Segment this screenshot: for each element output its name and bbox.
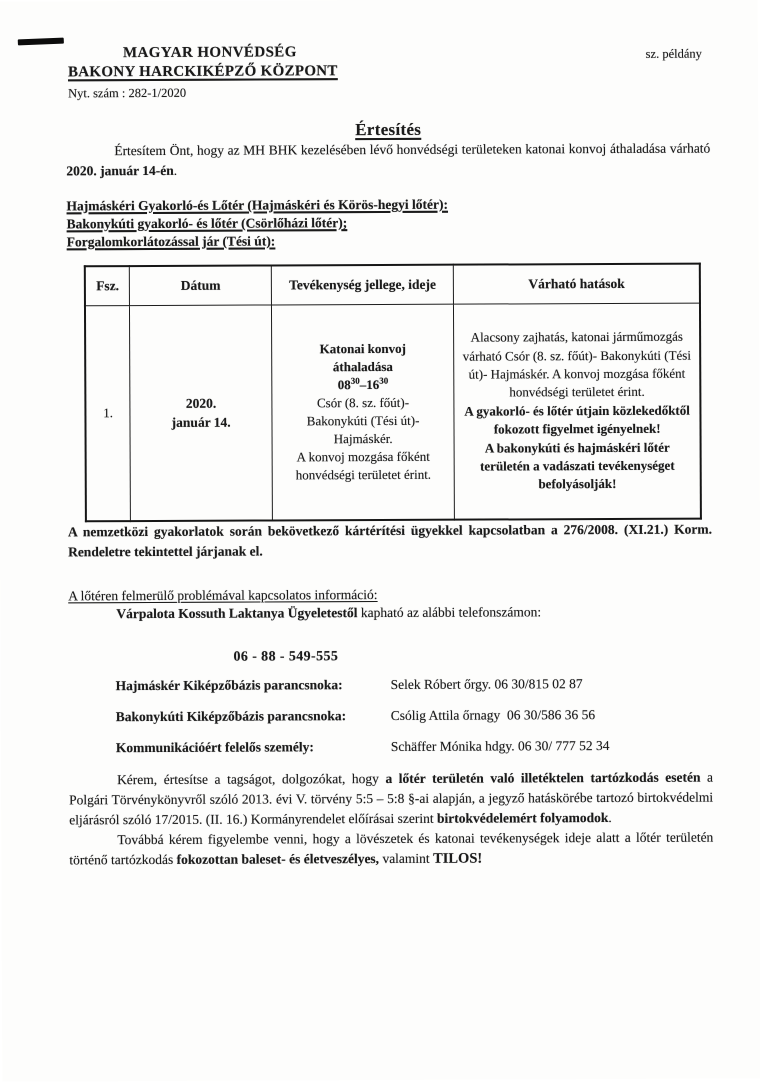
intro-paragraph (66, 139, 710, 182)
activity-route1: Csór (8. sz. főút)- (316, 394, 410, 411)
contact-value: Schäffer Mónika hdgy. 06 30/ 777 52 34 (390, 738, 610, 754)
contact-intro-bold: Várpalota Kossuth Laktanya Ügyeletestől (116, 605, 358, 622)
activity-title-line2: áthaladása (332, 358, 393, 375)
closing1-c: a Polgári Törvénykönyvről szóló 2013. évi V. törvény 5:5 – 5:8 §-ai alapján, a jegyző hatáskörébe tartozó birtokvédelmi eljárásról szóló 17/2015. (II. 16.) Kormányrendelet előírásai szerint (69, 769, 714, 828)
contact-intro-paragraph (68, 602, 712, 625)
intro-period: . (173, 162, 178, 178)
org-name-line1: MAGYAR HONVÉDSÉG (122, 44, 297, 62)
document-body (66, 119, 713, 871)
time-to-sup: 30 (379, 375, 389, 386)
date-line2: január 14. (171, 414, 231, 430)
activity-note2: honvédségi területet érint. (295, 466, 432, 483)
contact-row-bakonykuti (69, 706, 713, 727)
contact-intro-rest: kapható az alábbi telefonszámon: (357, 604, 542, 621)
scan-corner-mark (18, 38, 64, 46)
range-heading-bakonykuti: Bakonykúti gyakorló- és lőtér (Csörlőházi lőtér); (66, 215, 348, 232)
convoy-schedule-table (84, 263, 702, 523)
cell-fsz: 1. (85, 306, 131, 522)
effects-warning2: A bakonykúti és hajmáskéri lőtér területén a vadászati tevékenységet befolyásolják! (480, 439, 675, 492)
activity-time (277, 376, 449, 395)
activity-route2: Bakonykúti (Tési út)- (306, 412, 420, 429)
org-name-line2: BAKONY HARCKIKÉPZŐ KÖZPONT (67, 63, 338, 81)
cell-activity (271, 304, 454, 520)
closing2-tilos: TILOS! (433, 850, 483, 867)
duty-phone-number: 06 - 88 - 549-555 (233, 649, 339, 665)
closing2-c: valamint (379, 850, 434, 867)
header-datum: Dátum (130, 265, 272, 305)
contact-label: Bakonykúti Kiképzőbázis parancsnoka: (115, 708, 347, 725)
activity-route3: Hajmáskér. (333, 430, 393, 447)
cell-effects (454, 303, 701, 520)
closing2-danger-bold: fokozottan baleset- és életveszélyes, (176, 851, 380, 867)
table-header-row (85, 264, 700, 306)
copy-number-label: sz. példány (645, 46, 702, 61)
closing1-a: Kérem, értesítse a tagságot, dolgozókat, hogy (117, 770, 386, 788)
info-heading: A lőtéren felmerülő problémával kapcsolatos információ: (68, 587, 378, 604)
contact-label: Hajmáskér Kiképzőbázis parancsnoka: (115, 677, 343, 694)
range-heading-hajmasker: Hajmáskéri Gyakorló-és Lőtér (Hajmáskéri és Körös-hegyi lőtér): (66, 196, 448, 214)
range-headings (67, 195, 711, 252)
cell-date (130, 305, 272, 521)
letterhead (68, 44, 352, 101)
date-line1: 2020. (185, 395, 217, 411)
closing2-a: Továbbá kérem figyelembe venni, hogy a lövészetek és katonai tevékenységek ideje alatt a lőtér területén történő tartózkodás (69, 829, 714, 868)
table-row (85, 303, 701, 521)
intro-date-bold: 2020. január 14-én (66, 162, 174, 179)
contact-list (69, 675, 713, 758)
range-heading-traffic: Forgalomkorlátozással jár (Tési út): (66, 233, 276, 250)
contact-label: Kommunikációért felelős személy: (115, 739, 314, 756)
time-to: 16 (366, 377, 380, 393)
document-title: Értesítés (355, 119, 422, 140)
intro-text: Értesítem Önt, hogy az MH BHK kezelésében lévő honvédségi területeken katonai konvoj áthaladása várható (114, 140, 711, 159)
header-activity: Tevékenység jellege, ideje (271, 265, 454, 305)
time-dash: – (359, 377, 367, 393)
header-fsz: Fsz. (85, 266, 130, 306)
compensation-paragraph: A nemzetközi gyakorlatok során bekövetkező kártérítési ügyekkel kapcsolatban a 276/2008. (XI.21.) Korm. Rendeletre tekintettel járjanak el. (67, 521, 712, 560)
contact-value: Csólig Attila őrnagy 06 30/586 36 56 (390, 707, 596, 723)
closing-paragraph-2 (69, 828, 713, 871)
time-from: 08 (337, 377, 351, 393)
contact-row-hajmasker (69, 675, 713, 696)
activity-note1: A konvoj mozgása főként (296, 448, 430, 465)
contact-row-communication (69, 737, 713, 758)
registry-number: Nyt. szám : 282-1/2020 (68, 85, 187, 101)
effects-normal: Alacsony zajhatás, katonai járműmozgás várható Csór (8. sz. főút)- Bakonykúti (Tési út)- Hajmáskér. A konvoj mozgása főként honvédségi területet érint. (462, 328, 691, 400)
contact-value: Selek Róbert őrgy. 06 30/815 02 87 (390, 676, 583, 692)
closing-paragraph-1 (69, 768, 713, 831)
closing1-bold2: birtokvédelemért folyamodok (436, 810, 609, 826)
effects-warning1: A gyakorló- és lőtér útjain közlekedőktől fokozott figyelmet igényelnek! (464, 402, 690, 437)
closing1-period: . (608, 809, 612, 826)
closing1-bold1: a lőtér területén való illetéktelen tartózkodás esetén (385, 769, 701, 786)
activity-title-line1: Katonai konvoj (319, 340, 406, 357)
header-effects: Várható hatások (454, 264, 700, 305)
time-from-sup: 30 (350, 375, 360, 386)
